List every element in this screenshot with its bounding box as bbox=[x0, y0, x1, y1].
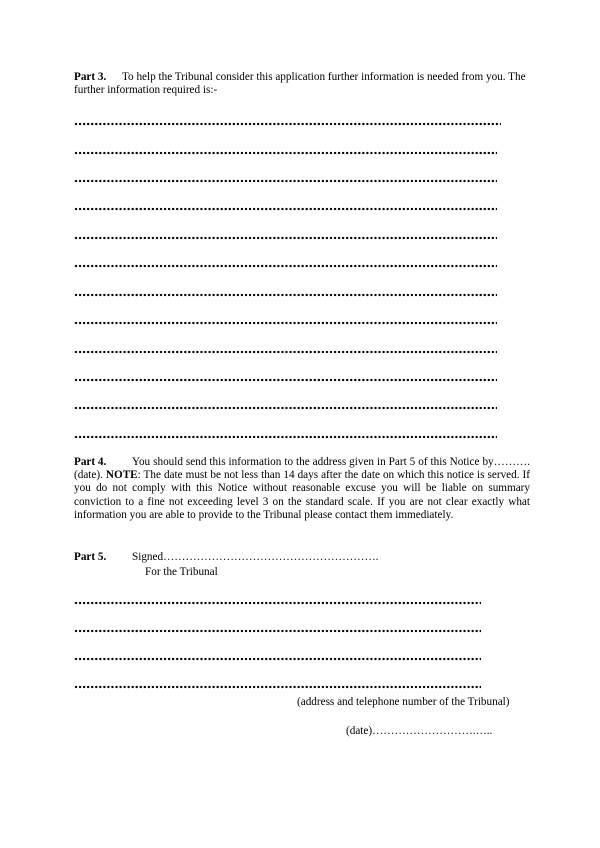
address-line-4[interactable] bbox=[74, 685, 481, 689]
info-line-12[interactable] bbox=[74, 435, 497, 439]
part4-text-b: : The date must be not less than 14 days after the date on which this notice is served. If you do not comply with this Notice without reasonable excuse you will be liable on summary conviction to a fine not exceeding level 3 on the standard scale. If you are not clear exactly what information you are able to provide to the Tribunal please contact them immediately. bbox=[74, 469, 530, 521]
part4-label: Part 4. bbox=[74, 456, 107, 468]
part5-label: Part 5. bbox=[74, 551, 107, 563]
info-line-3[interactable] bbox=[74, 179, 497, 183]
part3-text: To help the Tribunal consider this application further information is needed from you. The further information required is:- bbox=[74, 71, 526, 97]
part4-paragraph bbox=[74, 456, 530, 522]
address-line-1[interactable] bbox=[74, 601, 481, 605]
info-line-5[interactable] bbox=[74, 236, 497, 240]
date-line[interactable]: (date)……………………….….. bbox=[346, 725, 493, 737]
address-line-2[interactable] bbox=[74, 629, 481, 633]
info-line-9[interactable] bbox=[74, 350, 497, 354]
part3-label: Part 3. bbox=[74, 71, 107, 83]
info-line-8[interactable] bbox=[74, 321, 497, 325]
info-line-1[interactable] bbox=[74, 122, 501, 126]
info-line-4[interactable] bbox=[74, 207, 497, 211]
address-line-3[interactable] bbox=[74, 657, 481, 661]
part3-paragraph bbox=[74, 71, 530, 97]
info-line-7[interactable] bbox=[74, 293, 497, 297]
info-line-11[interactable] bbox=[74, 406, 497, 410]
info-line-6[interactable] bbox=[74, 264, 497, 268]
address-caption: (address and telephone number of the Tribunal) bbox=[297, 696, 510, 708]
info-line-10[interactable] bbox=[74, 378, 497, 382]
part4-note-label: NOTE bbox=[105, 469, 138, 482]
signed-line[interactable]: Signed…………………………………………………. bbox=[132, 551, 379, 563]
info-line-2[interactable] bbox=[74, 151, 497, 155]
part4-text-a: You should send this information to the address given in Part 5 of this Notice by………. (date). bbox=[74, 456, 530, 482]
for-tribunal-text: For the Tribunal bbox=[145, 566, 218, 578]
